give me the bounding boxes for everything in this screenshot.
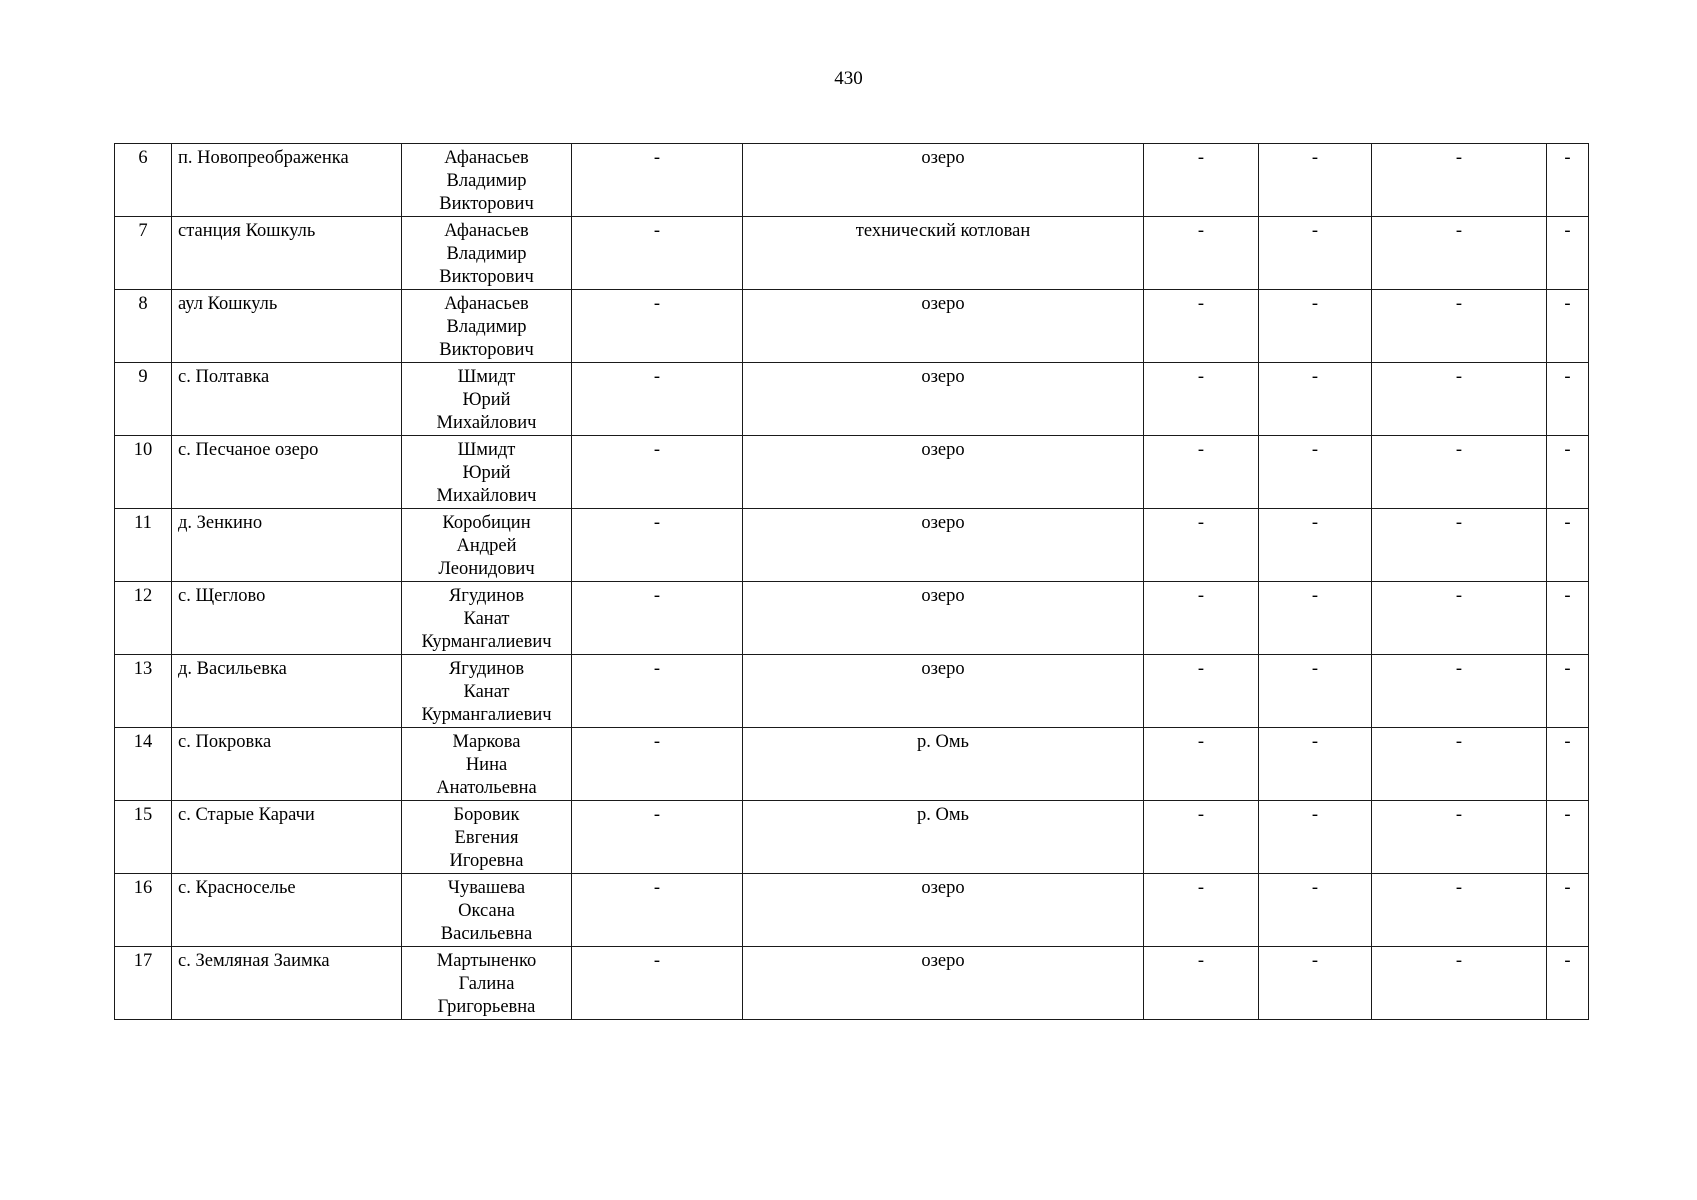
row-number-cell: 9	[115, 363, 172, 436]
responsible-person-name-line: Васильевна	[440, 924, 533, 944]
responsible-person-name-line: Владимир	[446, 244, 527, 264]
column-7-cell: -	[1259, 509, 1372, 582]
column-9-cell: -	[1547, 655, 1589, 728]
column-4-cell: -	[572, 436, 743, 509]
settlement-name-cell: с. Щеглово	[172, 582, 402, 655]
row-number-cell: 13	[115, 655, 172, 728]
table-row	[115, 655, 1589, 728]
column-7-cell: -	[1259, 436, 1372, 509]
settlement-name-cell: аул Кошкуль	[172, 290, 402, 363]
water-source-cell: озеро	[743, 509, 1144, 582]
responsible-person-name-line: Курмангалиевич	[421, 705, 552, 725]
water-source-cell: озеро	[743, 582, 1144, 655]
column-6-cell: -	[1144, 655, 1259, 728]
column-7-cell: -	[1259, 801, 1372, 874]
column-7-cell: -	[1259, 144, 1372, 217]
column-6-cell: -	[1144, 801, 1259, 874]
settlement-name-cell: станция Кошкуль	[172, 217, 402, 290]
column-8-cell: -	[1372, 217, 1547, 290]
water-source-cell: озеро	[743, 655, 1144, 728]
responsible-person-name-line: Юрий	[462, 463, 511, 483]
column-9-cell: -	[1547, 144, 1589, 217]
responsible-person-cell	[402, 947, 572, 1020]
responsible-person-name-line: Шмидт	[457, 440, 516, 460]
responsible-person-name-line: Коробицин	[442, 513, 531, 533]
responsible-person-name-line: Канат	[463, 609, 510, 629]
column-4-cell: -	[572, 363, 743, 436]
column-9-cell: -	[1547, 217, 1589, 290]
row-number-cell: 11	[115, 509, 172, 582]
responsible-person-name-line: Чувашева	[447, 878, 526, 898]
table-row	[115, 509, 1589, 582]
column-8-cell: -	[1372, 144, 1547, 217]
water-source-cell: озеро	[743, 947, 1144, 1020]
responsible-person-name-line: Владимир	[446, 171, 527, 191]
column-7-cell: -	[1259, 874, 1372, 947]
table-row	[115, 217, 1589, 290]
settlement-name-cell: с. Полтавка	[172, 363, 402, 436]
table-body	[115, 144, 1589, 1020]
column-6-cell: -	[1144, 217, 1259, 290]
column-7-cell: -	[1259, 290, 1372, 363]
responsible-person-cell	[402, 874, 572, 947]
column-9-cell: -	[1547, 874, 1589, 947]
settlement-name-cell: с. Красноселье	[172, 874, 402, 947]
column-6-cell: -	[1144, 290, 1259, 363]
responsible-person-name-line: Курмангалиевич	[421, 632, 552, 652]
table-row	[115, 363, 1589, 436]
settlement-name-cell: с. Земляная Заимка	[172, 947, 402, 1020]
responsible-person-name-line: Леонидович	[438, 559, 535, 579]
responsible-person-cell	[402, 655, 572, 728]
column-8-cell: -	[1372, 509, 1547, 582]
settlement-name-cell: п. Новопреображенка	[172, 144, 402, 217]
column-4-cell: -	[572, 582, 743, 655]
column-9-cell: -	[1547, 801, 1589, 874]
table-row	[115, 290, 1589, 363]
responsible-person-name-line: Ягудинов	[448, 659, 525, 679]
responsible-person-name-line: Игоревна	[449, 851, 524, 871]
column-4-cell: -	[572, 801, 743, 874]
column-8-cell: -	[1372, 363, 1547, 436]
column-7-cell: -	[1259, 217, 1372, 290]
table-row	[115, 436, 1589, 509]
table-row	[115, 144, 1589, 217]
responsible-person-name-line: Михайлович	[436, 413, 537, 433]
water-source-cell: озеро	[743, 874, 1144, 947]
column-8-cell: -	[1372, 290, 1547, 363]
column-6-cell: -	[1144, 363, 1259, 436]
responsible-person-cell	[402, 217, 572, 290]
responsible-person-name-line: Шмидт	[457, 367, 516, 387]
column-7-cell: -	[1259, 655, 1372, 728]
responsible-person-cell	[402, 509, 572, 582]
column-7-cell: -	[1259, 728, 1372, 801]
settlement-name-cell: д. Зенкино	[172, 509, 402, 582]
row-number-cell: 8	[115, 290, 172, 363]
column-6-cell: -	[1144, 144, 1259, 217]
column-9-cell: -	[1547, 947, 1589, 1020]
responsible-person-name-line: Мартыненко	[436, 951, 537, 971]
responsible-person-name-line: Афанасьев	[444, 221, 529, 241]
responsible-person-name-line: Анатольевна	[436, 778, 537, 798]
responsible-person-name-line: Галина	[458, 974, 515, 994]
responsible-person-cell	[402, 363, 572, 436]
column-6-cell: -	[1144, 728, 1259, 801]
water-source-cell: озеро	[743, 436, 1144, 509]
column-4-cell: -	[572, 509, 743, 582]
responsible-person-cell	[402, 436, 572, 509]
column-8-cell: -	[1372, 436, 1547, 509]
water-source-cell: р. Омь	[743, 801, 1144, 874]
responsible-person-name-line: Викторович	[439, 267, 534, 287]
responsible-person-cell	[402, 728, 572, 801]
settlement-name-cell: с. Старые Карачи	[172, 801, 402, 874]
table-row	[115, 874, 1589, 947]
settlement-name-cell: с. Покровка	[172, 728, 402, 801]
row-number-cell: 14	[115, 728, 172, 801]
row-number-cell: 17	[115, 947, 172, 1020]
responsible-person-cell	[402, 144, 572, 217]
responsible-person-name-line: Андрей	[456, 536, 517, 556]
column-4-cell: -	[572, 290, 743, 363]
column-7-cell: -	[1259, 582, 1372, 655]
row-number-cell: 16	[115, 874, 172, 947]
responsible-person-name-line: Михайлович	[436, 486, 537, 506]
column-4-cell: -	[572, 874, 743, 947]
responsible-person-name-line: Викторович	[439, 340, 534, 360]
responsible-person-cell	[402, 801, 572, 874]
responsible-person-name-line: Викторович	[439, 194, 534, 214]
settlements-table	[114, 143, 1589, 1020]
table-row	[115, 801, 1589, 874]
water-source-cell: озеро	[743, 144, 1144, 217]
responsible-person-name-line: Афанасьев	[444, 294, 529, 314]
column-4-cell: -	[572, 144, 743, 217]
table-row	[115, 728, 1589, 801]
row-number-cell: 12	[115, 582, 172, 655]
column-9-cell: -	[1547, 290, 1589, 363]
responsible-person-name-line: Оксана	[458, 901, 515, 921]
column-9-cell: -	[1547, 582, 1589, 655]
column-4-cell: -	[572, 655, 743, 728]
column-6-cell: -	[1144, 582, 1259, 655]
column-4-cell: -	[572, 728, 743, 801]
water-source-cell: р. Омь	[743, 728, 1144, 801]
responsible-person-name-line: Боровик	[453, 805, 520, 825]
column-6-cell: -	[1144, 874, 1259, 947]
table-row	[115, 947, 1589, 1020]
responsible-person-cell	[402, 290, 572, 363]
responsible-person-name-line: Афанасьев	[444, 148, 529, 168]
water-source-cell: технический котлован	[743, 217, 1144, 290]
column-9-cell: -	[1547, 436, 1589, 509]
row-number-cell: 7	[115, 217, 172, 290]
column-9-cell: -	[1547, 509, 1589, 582]
column-8-cell: -	[1372, 655, 1547, 728]
column-4-cell: -	[572, 947, 743, 1020]
responsible-person-cell	[402, 582, 572, 655]
settlement-name-cell: д. Васильевка	[172, 655, 402, 728]
settlement-name-cell: с. Песчаное озеро	[172, 436, 402, 509]
column-6-cell: -	[1144, 947, 1259, 1020]
row-number-cell: 15	[115, 801, 172, 874]
responsible-person-name-line: Нина	[465, 755, 508, 775]
responsible-person-name-line: Владимир	[446, 317, 527, 337]
column-6-cell: -	[1144, 509, 1259, 582]
responsible-person-name-line: Юрий	[462, 390, 511, 410]
column-8-cell: -	[1372, 874, 1547, 947]
responsible-person-name-line: Маркова	[452, 732, 521, 752]
responsible-person-name-line: Евгения	[454, 828, 519, 848]
column-8-cell: -	[1372, 801, 1547, 874]
responsible-person-name-line: Канат	[463, 682, 510, 702]
column-7-cell: -	[1259, 363, 1372, 436]
water-source-cell: озеро	[743, 290, 1144, 363]
page-number: 430	[834, 68, 863, 89]
column-9-cell: -	[1547, 363, 1589, 436]
row-number-cell: 10	[115, 436, 172, 509]
column-8-cell: -	[1372, 582, 1547, 655]
responsible-person-name-line: Григорьевна	[437, 997, 536, 1017]
column-8-cell: -	[1372, 947, 1547, 1020]
column-6-cell: -	[1144, 436, 1259, 509]
column-9-cell: -	[1547, 728, 1589, 801]
column-8-cell: -	[1372, 728, 1547, 801]
water-source-cell: озеро	[743, 363, 1144, 436]
responsible-person-name-line: Ягудинов	[448, 586, 525, 606]
row-number-cell: 6	[115, 144, 172, 217]
table-row	[115, 582, 1589, 655]
column-4-cell: -	[572, 217, 743, 290]
column-7-cell: -	[1259, 947, 1372, 1020]
